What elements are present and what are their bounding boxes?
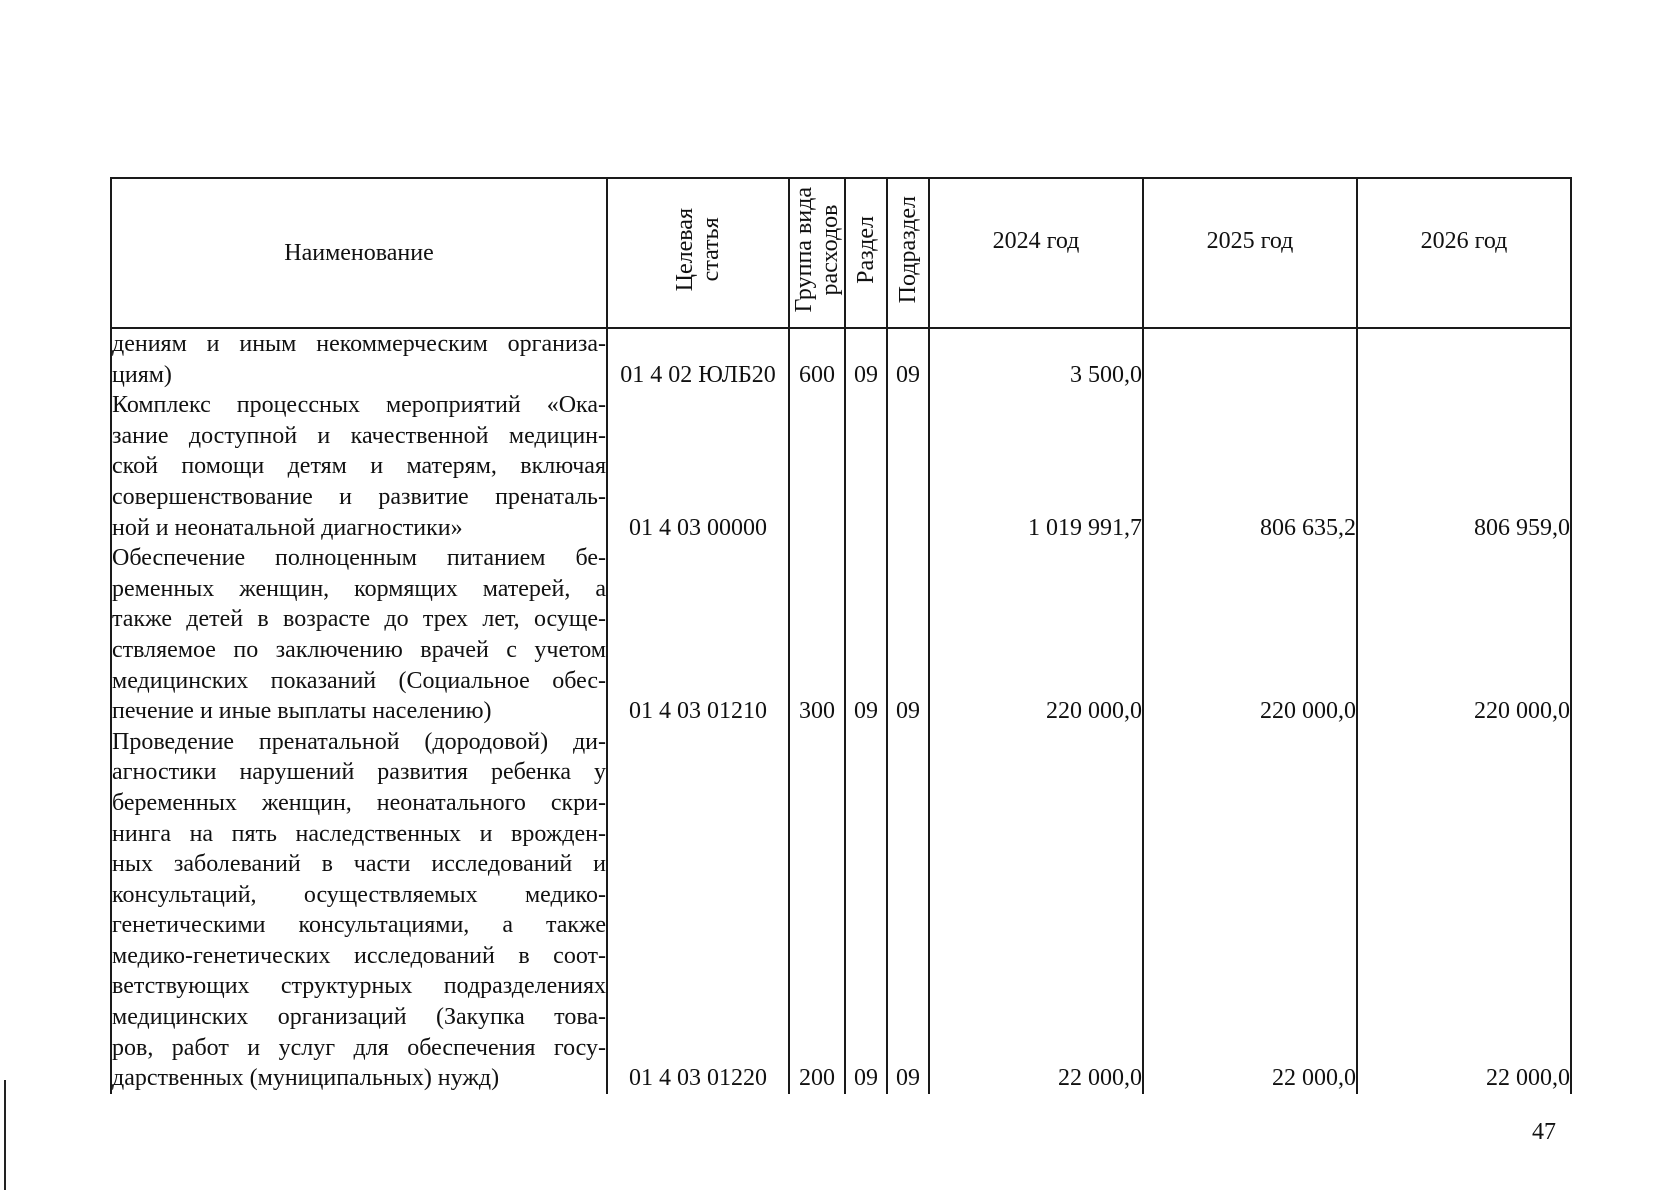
table-row — [111, 328, 1571, 390]
row-value-2025: 220 000,0 — [1143, 543, 1357, 727]
row-name-line: нинга на пять наследственных и врожден- — [112, 820, 606, 847]
row-target-article: 01 4 03 01220 — [607, 727, 789, 1094]
row-name-line: дениям и иным некоммерческим организа- — [112, 331, 606, 357]
header-target-article-label: Целевая статья — [672, 207, 724, 292]
row-expense-group: 300 — [789, 543, 845, 727]
row-name-line: медицинских показаний (Социальное обес- — [112, 667, 606, 694]
row-subsection: 09 — [887, 727, 929, 1094]
row-name-line: ных заболеваний в части исследований и — [112, 851, 606, 878]
header-section — [845, 178, 887, 328]
row-name-line: ской помощи детям и матерям, включая — [112, 453, 606, 480]
header-row — [111, 178, 1571, 328]
row-name-line: консультаций, осуществляемых медико- — [112, 881, 606, 908]
row-name-line: Обеспечение полноценным питанием бе- — [112, 545, 606, 572]
row-subsection: 09 — [887, 543, 929, 727]
header-year-2025-label: 2025 год — [1206, 227, 1294, 254]
header-expense-group — [789, 178, 845, 328]
row-name-line: беременных женщин, неонатального скри- — [112, 789, 606, 816]
row-expense-group — [789, 390, 845, 543]
row-name-line: также детей в возрасте до трех лет, осуще- — [112, 606, 606, 633]
header-subsection-label: Подраздел — [895, 195, 921, 304]
header-year-2026-label: 2026 год — [1420, 227, 1508, 254]
row-section: 09 — [845, 727, 887, 1094]
row-value-2024: 22 000,0 — [929, 727, 1143, 1094]
row-name-line: зание доступной и качественной медицин- — [112, 422, 606, 449]
row-name-line: совершенствование и развитие пренаталь- — [112, 483, 606, 510]
header-year-2025 — [1143, 178, 1357, 328]
header-name-label: Наименование — [284, 239, 434, 266]
row-name-line: печение и иные выплаты населению) — [112, 698, 492, 725]
header-subsection — [887, 178, 929, 328]
row-name — [111, 390, 607, 543]
row-value-2026 — [1357, 328, 1571, 390]
header-target-article — [607, 178, 789, 328]
budget-table — [110, 177, 1572, 1094]
row-value-2024: 3 500,0 — [929, 328, 1143, 390]
table-row — [111, 727, 1571, 1094]
header-expense-group-label: Группа вида расходов — [791, 186, 843, 313]
header-year-2026 — [1357, 178, 1571, 328]
row-section: 09 — [845, 328, 887, 390]
page-number: 47 — [1532, 1119, 1556, 1145]
row-name-line: ной и неонатальной диагностики» — [112, 514, 463, 541]
header-name — [111, 178, 607, 328]
row-target-article: 01 4 03 00000 — [607, 390, 789, 543]
row-section: 09 — [845, 543, 887, 727]
row-name-line: ствляемое по заключению врачей с учетом — [112, 636, 606, 663]
row-name-line: ременных женщин, кормящих матерей, а — [112, 575, 606, 602]
row-name-line: генетическими консультациями, а также — [112, 912, 606, 939]
row-subsection — [887, 390, 929, 543]
row-value-2026: 22 000,0 — [1357, 727, 1571, 1094]
row-target-article: 01 4 03 01210 — [607, 543, 789, 727]
row-name — [111, 543, 607, 727]
row-expense-group: 600 — [789, 328, 845, 390]
row-subsection: 09 — [887, 328, 929, 390]
row-target-article: 01 4 02 ЮЛБ20 — [607, 328, 789, 390]
row-expense-group: 200 — [789, 727, 845, 1094]
table-row — [111, 543, 1571, 727]
row-value-2024: 1 019 991,7 — [929, 390, 1143, 543]
header-year-2024-label: 2024 год — [992, 227, 1080, 254]
row-value-2026: 806 959,0 — [1357, 390, 1571, 543]
row-value-2026: 220 000,0 — [1357, 543, 1571, 727]
row-name — [111, 727, 607, 1094]
row-name-line: агностики нарушений развития ребенка у — [112, 759, 606, 786]
row-name-line: дарственных (муниципальных) нужд) — [112, 1065, 500, 1092]
row-name-line: циям) — [112, 361, 172, 388]
row-value-2025: 22 000,0 — [1143, 727, 1357, 1094]
row-name-line: медико-генетических исследований в соот- — [112, 942, 606, 969]
row-value-2024: 220 000,0 — [929, 543, 1143, 727]
row-name-line: Проведение пренатальной (дородовой) ди- — [112, 728, 606, 755]
row-name-line: медицинских организаций (Закупка това- — [112, 1004, 606, 1031]
row-section — [845, 390, 887, 543]
row-value-2025: 806 635,2 — [1143, 390, 1357, 543]
header-year-2024 — [929, 178, 1143, 328]
header-section-label: Раздел — [853, 215, 879, 284]
table-row — [111, 390, 1571, 543]
row-name-line: ветствующих структурных подразделениях — [112, 973, 606, 1000]
row-name-line: ров, работ и услуг для обеспечения госу- — [112, 1034, 606, 1061]
row-name-line: Комплекс процессных мероприятий «Ока- — [112, 392, 606, 419]
page-edge-mark — [4, 1080, 6, 1190]
row-value-2025 — [1143, 328, 1357, 390]
row-name — [111, 328, 607, 390]
